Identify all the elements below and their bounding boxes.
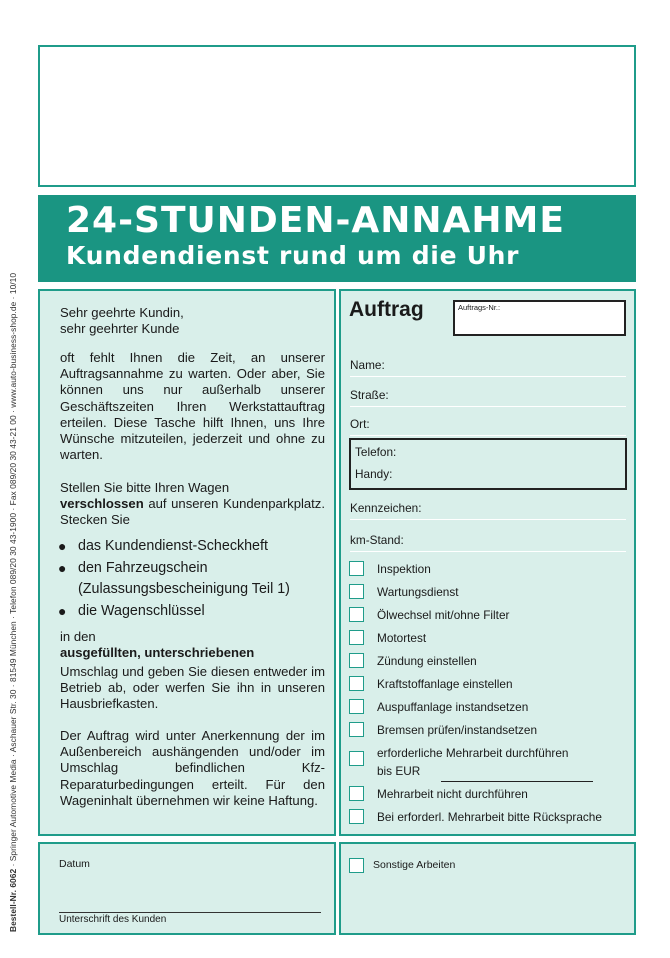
city-field[interactable]: Ort: bbox=[350, 417, 626, 436]
envelope-paragraph: Umschlag und geben Sie diesen entweder im Betrieb ab, oder werfen Sie ihn in unseren Hausbriefkasten. bbox=[60, 664, 325, 712]
checkbox-label: Bremsen prüfen/instandsetzen bbox=[377, 723, 538, 737]
checkbox-label: Kraftstoffanlage einstellen bbox=[377, 677, 513, 691]
parking-paragraph: Stellen Sie bitte Ihren Wagen verschlossen auf unseren Kundenparkplatz. Stecken Sie bbox=[60, 480, 325, 528]
checkbox[interactable] bbox=[349, 751, 364, 766]
date-label: Datum bbox=[59, 858, 90, 870]
greeting-line-1: Sehr geehrte Kundin, bbox=[60, 305, 184, 320]
in-den-text: in den bbox=[60, 629, 96, 644]
checkbox[interactable] bbox=[349, 607, 364, 622]
checkbox[interactable] bbox=[349, 786, 364, 801]
checkbox[interactable] bbox=[349, 584, 364, 599]
signature-panel bbox=[38, 842, 336, 935]
order-title: Auftrag bbox=[349, 298, 424, 321]
signature-label: Unterschrift des Kunden bbox=[59, 914, 167, 925]
banner-subtitle: Kundendienst rund um die Uhr bbox=[66, 241, 520, 270]
checkbox-label: Zündung einstellen bbox=[377, 654, 477, 668]
list-item: ● den Fahrzeugschein bbox=[58, 559, 208, 576]
checkbox-label: Bei erforderl. Mehrarbeit bitte Rücksprache bbox=[377, 810, 602, 824]
mileage-field[interactable]: km-Stand: bbox=[350, 533, 626, 552]
mobile-field[interactable]: Handy: bbox=[355, 467, 393, 481]
terms-paragraph: Der Auftrag wird unter Anerkennung der im Außenbereich aushängenden und/oder im Umschlag befindlichen Kfz-Reparaturbedingungen erteilt. Für den Wageninhalt übernehmen wir keine Haftung. bbox=[60, 728, 325, 808]
checkbox-label: Ölwechsel mit/ohne Filter bbox=[377, 608, 510, 622]
extra-work-limit-label: bis EUR bbox=[377, 764, 421, 778]
side-imprint bbox=[8, 273, 18, 932]
greeting-line-2: sehr geehrter Kunde bbox=[60, 321, 180, 337]
order-form-panel bbox=[339, 289, 636, 836]
checkbox-label: Auspuffanlage instandsetzen bbox=[377, 700, 529, 714]
checkbox-label: Mehrarbeit nicht durchführen bbox=[377, 787, 528, 801]
title-banner bbox=[38, 195, 636, 282]
other-work-label: Sonstige Arbeiten bbox=[373, 859, 456, 871]
checkbox[interactable] bbox=[349, 722, 364, 737]
list-item: (Zulassungsbescheinigung Teil 1) bbox=[78, 581, 290, 597]
other-work-panel bbox=[339, 842, 636, 935]
checkbox-label: Inspektion bbox=[377, 562, 431, 576]
address-window bbox=[38, 45, 636, 187]
order-number: Bestell-Nr. 6062 bbox=[8, 868, 18, 932]
phone-box bbox=[349, 438, 627, 490]
extra-work-label: erforderliche Mehrarbeit durchführen bbox=[377, 746, 569, 760]
instructions-panel bbox=[38, 289, 336, 836]
checkbox-label: Motortest bbox=[377, 631, 427, 645]
phone-field[interactable]: Telefon: bbox=[355, 445, 397, 459]
checkbox[interactable] bbox=[349, 699, 364, 714]
intro-paragraph: oft fehlt Ihnen die Zeit, an unserer Auftragsannahme zu warten. Oder aber, Sie können uns nur außerhalb unserer Geschäftszeiten Ihren Werkstattauftrag erteilen. Diese Tasche hilft Ihnen, uns Ihre Wünsche mitzuteilen, jederzeit und ohne zu warten. bbox=[60, 350, 325, 463]
order-number-field[interactable] bbox=[453, 300, 626, 336]
filled-signed-text: ausgefüllten, unterschriebenen bbox=[60, 645, 255, 661]
order-number-label: Auftrags-Nr.: bbox=[458, 303, 501, 312]
checkbox[interactable] bbox=[349, 809, 364, 824]
eur-amount-line[interactable] bbox=[441, 781, 593, 782]
extra-work-row[interactable] bbox=[349, 746, 634, 787]
license-plate-field[interactable]: Kennzeichen: bbox=[350, 501, 626, 520]
list-item: ● das Kundendienst-Scheckheft bbox=[58, 538, 268, 554]
signature-line[interactable] bbox=[59, 912, 321, 913]
checkbox[interactable] bbox=[349, 676, 364, 691]
street-field[interactable]: Straße: bbox=[350, 388, 626, 407]
checkbox-label: Wartungsdienst bbox=[377, 585, 459, 599]
imprint-text: · Springer Automotive Media · Aschauer Str. 30 · 81549 München · Telefon 089/20 30 43-1900 · Fax 089/20 30 43-21 00 · www.auto-business-shop.de · 10/10 bbox=[8, 272, 18, 869]
checkbox[interactable] bbox=[349, 858, 364, 873]
banner-title: 24-STUNDEN-ANNAHME bbox=[66, 200, 565, 241]
list-item: ● die Wagenschlüssel bbox=[58, 602, 205, 619]
checkbox[interactable] bbox=[349, 653, 364, 668]
bullet-list bbox=[58, 536, 328, 622]
checkbox[interactable] bbox=[349, 630, 364, 645]
checkbox[interactable] bbox=[349, 561, 364, 576]
name-field[interactable]: Name: bbox=[350, 358, 626, 377]
